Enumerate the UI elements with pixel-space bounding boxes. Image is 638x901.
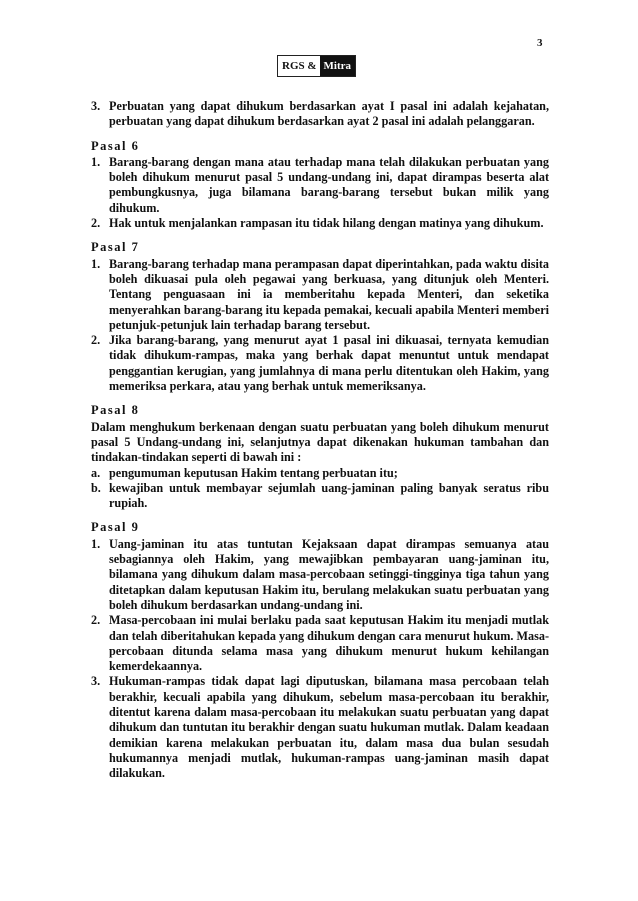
section-heading-pasal-9: Pasal 9 [91, 520, 140, 535]
section-intro-paragraph: Dalam menghukum berkenaan dengan suatu perbuatan yang boleh dihukum menurut pasal 5 Undang-undang ini, selanjutnya dapat dikenakan hukuman tambahan dan tindakan-tindakan seperti di bawah ini : [91, 419, 549, 465]
item-number: a. [91, 465, 101, 480]
list-item [91, 466, 549, 481]
list-item [91, 216, 549, 231]
item-number: 1. [91, 154, 101, 169]
item-text: Barang-barang terhadap mana perampasan dapat diperintahkan, pada waktu disita boleh dikuasai pula oleh pegawai yang berkuasa, yang ditunjuk oleh Menteri. Tentang penguasaan ini ia memberitahu kepada Menteri, dan seketika menyerahkan barang-barang itu kepada pemakai, kecuali apabila Menteri memberi petunjuk-petunjuk lain terhadap barang tersebut. [109, 256, 549, 332]
item-text: Uang-jaminan itu atas tuntutan Kejaksaan dapat dirampas semuanya atau sebagiannya oleh Hakim, yang mewajibkan pembayaran uang-jaminan itu, bilamana yang dihukum dalam masa-percobaan setinggi-tingginya tiga tahun yang ditetapkan dalam keputusan Hakim itu, berulang melakukan suatu perbuatan yang boleh dihukum berdasarkan undang-undang ini. [109, 536, 549, 612]
item-text: kewajiban untuk membayar sejumlah uang-jaminan paling banyak seratus ribu rupiah. [109, 480, 549, 511]
item-text: Perbuatan yang dapat dihukum berdasarkan ayat I pasal ini adalah kejahatan, perbuatan yang dapat dihukum berdasarkan ayat 2 pasal ini adalah pelanggaran. [109, 99, 549, 129]
section-heading-pasal-8: Pasal 8 [91, 403, 140, 418]
item-text: Barang-barang dengan mana atau terhadap mana telah dilakukan perbuatan yang boleh dihukum menurut pasal 5 undang-undang ini, dapat dirampas beserta alat pembungkusnya, juga bilamana barang-barang tersebut bukan milik yang dihukum. [109, 154, 549, 215]
list-item [91, 333, 549, 394]
list-item [91, 155, 549, 216]
document-body [91, 99, 549, 781]
logo-text-left: RGS & [278, 56, 320, 76]
list-item [91, 481, 549, 512]
item-number: 1. [91, 256, 101, 271]
item-text: pengumuman keputusan Hakim tentang perbuatan itu; [109, 465, 398, 480]
list-item [91, 99, 549, 130]
item-number: 2. [91, 216, 101, 231]
list-item [91, 257, 549, 333]
item-number: 1. [91, 536, 101, 551]
section-heading-pasal-7: Pasal 7 [91, 240, 140, 255]
item-text: Jika barang-barang, yang menurut ayat 1 pasal ini dikuasai, ternyata kemudian tidak dihukum-rampas, maka yang berhak dapat menuntut untuk mendapat penggantian kerugian, yang jumlahnya di mana perlu ditentukan oleh Hakim, yang memeriksa perkara, atau yang berhak untuk memeriksanya. [109, 333, 549, 394]
item-text: Hukuman-rampas tidak dapat lagi diputuskan, bilamana masa percobaan telah berakhir, kecuali apabila yang dihukum, sebelum masa-percobaan itu berakhir, ditentut karena dalam masa-percobaan itu melakukan suatu perbuatan yang dapat dihukum dan tuntutan itu berakhir dengan suatu hukuman mutlak. Dalam keadaan demikian karena melakukan perbuatan itu, dalam masa dua bulan sesudah hukumannya menjadi mutlak, hukuman-rampas uang-jaminan masih dapat dilakukan. [109, 674, 549, 781]
item-number: b. [91, 480, 101, 495]
item-number: 3. [91, 674, 101, 689]
item-number: 2. [91, 333, 101, 348]
list-item [91, 537, 549, 613]
logo-text-right: Mitra [320, 56, 355, 76]
item-number: 3. [91, 99, 101, 113]
list-item [91, 613, 549, 674]
item-text: Masa-percobaan ini mulai berlaku pada saat keputusan Hakim itu menjadi mutlak dan telah diberitahukan kepada yang dihukum dengan cara menurut hukum. Masa-percobaan ditunda selama masa yang dihukum menurut hukum kehilangan kemerdekaannya. [109, 613, 549, 674]
section-heading-pasal-6: Pasal 6 [91, 138, 140, 153]
page-number: 3 [537, 37, 543, 49]
item-number: 2. [91, 613, 101, 628]
item-text: Hak untuk menjalankan rampasan itu tidak hilang dengan matinya yang dihukum. [109, 216, 544, 231]
publisher-logo [277, 55, 356, 77]
list-item [91, 674, 549, 781]
